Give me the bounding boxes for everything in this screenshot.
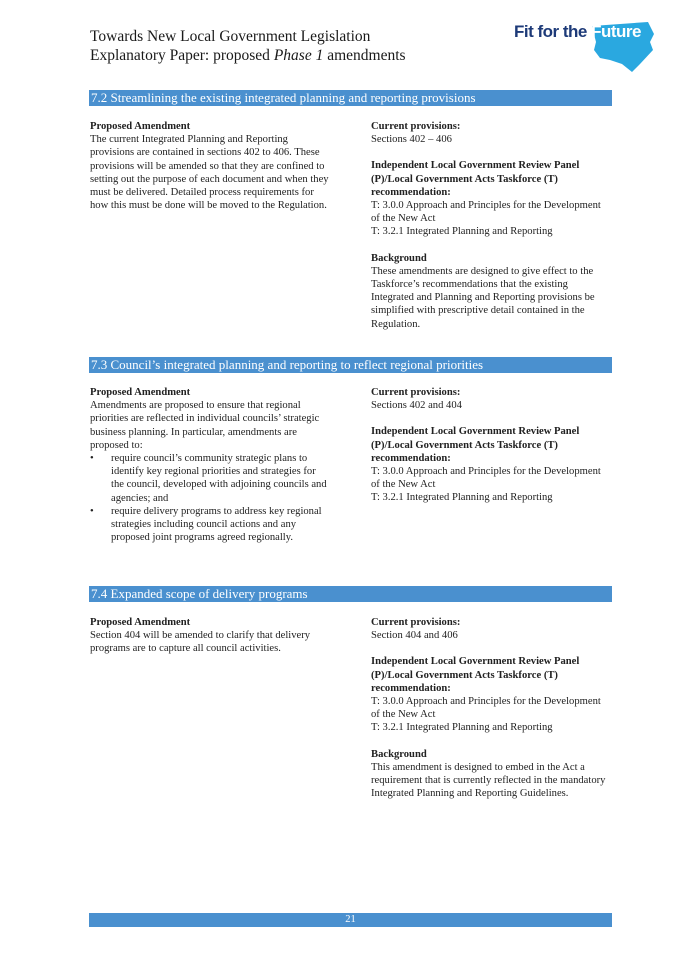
- logo-text: [514, 22, 641, 42]
- review-panel-heading: Independent Local Government Review Panel (P)/Local Government Acts Taskforce (T) recommendation:: [371, 160, 580, 198]
- background-heading: Background: [371, 252, 427, 264]
- current-provisions-text: Section 404 and 406: [371, 630, 458, 642]
- section-7-4-heading: 7.4 Expanded scope of delivery programs: [89, 586, 612, 602]
- section-7-2-proposed: [90, 120, 330, 212]
- current-provisions-heading: Current provisions:: [371, 121, 461, 132]
- background-text: This amendment is designed to embed in the Act a requirement that is currently reflected in the mandatory Integrated Planning and Reporting Guidelines.: [371, 761, 606, 800]
- background-heading: Background: [371, 748, 427, 760]
- list-item: [90, 452, 330, 505]
- bullet-icon: •: [90, 505, 94, 517]
- review-panel-heading: Independent Local Government Review Panel (P)/Local Government Acts Taskforce (T) recommendation:: [371, 426, 580, 464]
- review-item: T: 3.0.0 Approach and Principles for the Development of the New Act: [371, 466, 601, 491]
- document-header: [90, 27, 406, 65]
- current-provisions-text: Sections 402 – 406: [371, 134, 452, 146]
- section-7-4-details: [371, 616, 611, 800]
- current-provisions-text: Sections 402 and 404: [371, 400, 462, 412]
- review-panel-heading: Independent Local Government Review Panel (P)/Local Government Acts Taskforce (T) recommendation:: [371, 656, 580, 694]
- section-7-3-heading: 7.3 Council’s integrated planning and reporting to reflect regional priorities: [89, 357, 612, 373]
- header-subtitle-suffix: amendments: [323, 47, 406, 64]
- section-7-3-proposed: [90, 386, 330, 544]
- proposed-heading: Proposed Amendment: [90, 617, 191, 628]
- page-number: 21: [89, 913, 612, 927]
- review-item: T: 3.2.1 Integrated Planning and Reporting: [371, 226, 553, 238]
- list-item-text: require council’s community strategic plans to identify key regional priorities and strategies for the council, developed with adjoining councils and agencies; and: [111, 453, 327, 504]
- section-7-4-proposed: [90, 616, 330, 656]
- header-subtitle-italic: Phase 1: [273, 47, 324, 64]
- proposed-heading: Proposed Amendment: [90, 387, 191, 398]
- section-7-2-heading: 7.2 Streamlining the existing integrated planning and reporting provisions: [89, 90, 612, 106]
- section-7-2-details: [371, 120, 611, 331]
- section-7-3-details: [371, 386, 611, 505]
- proposed-text: Section 404 will be amended to clarify that delivery programs are to capture all council activities.: [90, 630, 311, 655]
- logo-text-part1: Fit for the: [514, 22, 592, 41]
- review-item: T: 3.0.0 Approach and Principles for the Development of the New Act: [371, 696, 601, 721]
- review-item: T: 3.0.0 Approach and Principles for the Development of the New Act: [371, 200, 601, 225]
- list-item: [90, 505, 330, 545]
- current-provisions-heading: Current provisions:: [371, 387, 461, 398]
- review-item: T: 3.2.1 Integrated Planning and Reporting: [371, 492, 553, 504]
- header-subtitle: [90, 46, 406, 65]
- proposed-text: Amendments are proposed to ensure that regional priorities are reflected in individual councils’ strategic business planning. In particular, amendments are proposed to:: [90, 400, 320, 451]
- header-subtitle-prefix: Explanatory Paper: proposed: [90, 47, 274, 64]
- fit-for-the-future-logo: [514, 20, 656, 72]
- proposed-text: The current Integrated Planning and Reporting provisions are contained in sections 402 to 406. These provisions will be amended so that they are confined to setting out the purpose of each document and when they must be delivered. Detailed process requirements for how this must be done will be moved to the Regulation.: [90, 134, 329, 212]
- background-text: These amendments are designed to give effect to the Taskforce’s recommendations that the existing Integrated and Planning and Reporting provisions be simplified with prescriptive detail contained in the Regulation.: [371, 265, 595, 330]
- list-item-text: require delivery programs to address key regional strategies including council actions and any proposed joint programs agreed regionally.: [111, 505, 322, 544]
- proposed-heading: Proposed Amendment: [90, 121, 191, 132]
- logo-text-part2: Future: [591, 22, 641, 41]
- bullet-icon: •: [90, 453, 94, 465]
- review-item: T: 3.2.1 Integrated Planning and Reporting: [371, 722, 553, 734]
- current-provisions-heading: Current provisions:: [371, 617, 461, 628]
- header-title: Towards New Local Government Legislation: [90, 28, 371, 45]
- amendment-list: [90, 452, 330, 544]
